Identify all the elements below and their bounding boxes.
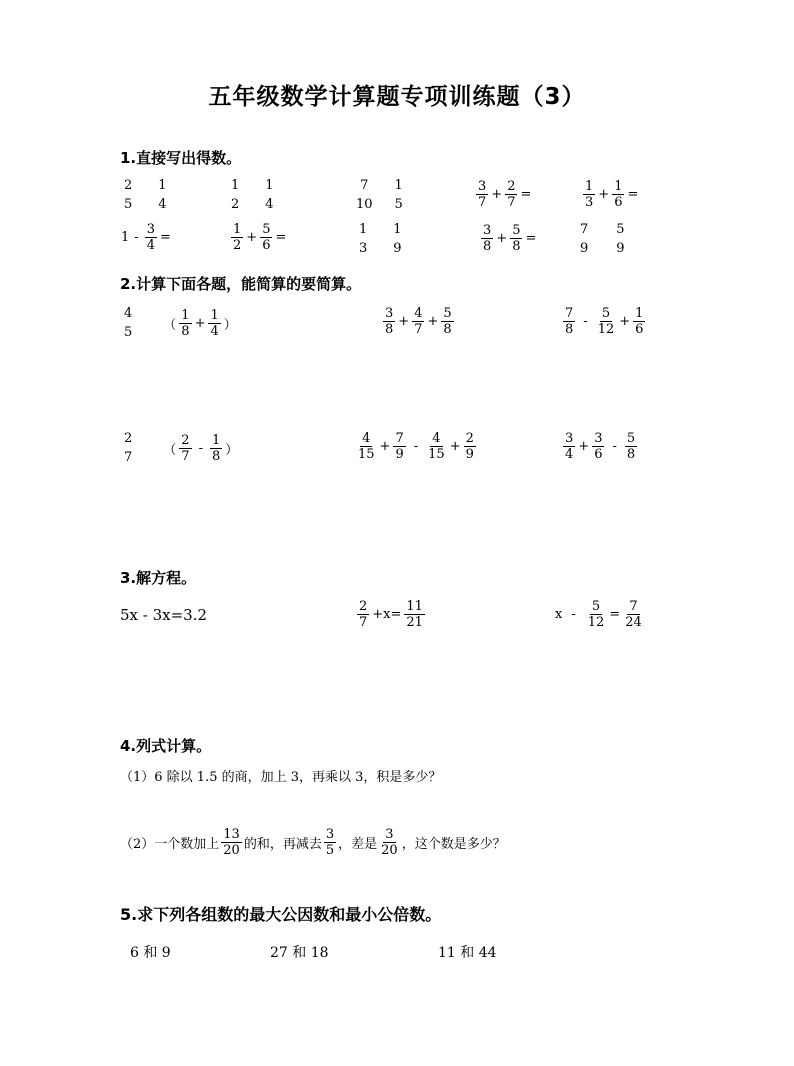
fraction: $\frac{2}{7}$ xyxy=(507,179,516,210)
fraction: $\frac{4}{7}$ xyxy=(414,306,423,337)
section-1-heading: 1.直接写出得数。 xyxy=(120,149,242,167)
fraction: $\frac{2}{7}$ xyxy=(359,599,368,630)
fraction: 1 5 xyxy=(394,178,403,212)
section-4-heading: 4.列式计算。 xyxy=(120,737,212,755)
fraction: $\frac{2}{9}$ xyxy=(465,431,474,462)
fraction: $\frac{4}{15}$ xyxy=(358,431,375,462)
q1-item-j xyxy=(576,222,629,256)
fraction: $\frac{7}{9}$ xyxy=(395,431,404,462)
fraction: 1 9 xyxy=(393,222,402,256)
fraction: $\frac{5}{8}$ xyxy=(443,306,452,337)
q1-item-i: $\frac{3}{8}$ + $\frac{5}{8}$ = xyxy=(483,223,537,254)
q1-item-d: $\frac{3}{7}$ + $\frac{2}{7}$ = xyxy=(478,179,532,210)
q1-item-a xyxy=(120,178,171,212)
fraction: $\frac{3}{6}$ xyxy=(594,431,603,462)
fraction: $\frac{7}{8}$ xyxy=(565,306,574,337)
fraction: $\frac{1}{6}$ xyxy=(614,179,623,210)
fraction: $\frac{3}{7}$ xyxy=(478,179,487,210)
fraction: $\frac{1}{4}$ xyxy=(210,307,219,339)
fraction: $\frac{3}{8}$ xyxy=(385,306,394,337)
fraction: $\frac{4}{15}$ xyxy=(428,431,445,462)
q5-pair-c: 11 和 44 xyxy=(438,945,497,961)
fraction: $\frac{1}{2}$ xyxy=(233,222,242,253)
fraction: $\frac{13}{20}$ xyxy=(223,827,240,858)
q4-problem-1: （1）6 除以 1.5 的商，加上 3，再乘以 3，积是多少？ xyxy=(120,770,442,785)
section-3-heading: 3.解方程。 xyxy=(120,569,197,587)
q1-item-f: 1 - $\frac{3}{4}$ = xyxy=(121,222,171,253)
q1-item-g: $\frac{1}{2}$ + $\frac{5}{6}$ = xyxy=(233,222,287,253)
fraction: $\frac{11}{21}$ xyxy=(406,599,423,630)
q2-item-a: 4 5 （ $\frac{1}{8}$ + $\frac{1}{4}$ ） xyxy=(124,306,237,340)
fraction: 1 4 xyxy=(158,178,167,212)
fraction: $\frac{3}{8}$ xyxy=(483,223,492,254)
q1-item-h xyxy=(355,222,406,256)
q5-pair-b: 27 和 18 xyxy=(270,945,329,961)
fraction: 7 10 xyxy=(356,178,373,212)
fraction: $\frac{5}{12}$ xyxy=(597,306,615,337)
fraction: $\frac{5}{6}$ xyxy=(262,222,271,253)
fraction: $\frac{1}{8}$ xyxy=(181,307,190,339)
fraction: $\frac{3}{4}$ xyxy=(565,431,574,462)
q2-item-d: 2 7 （ $\frac{2}{7}$ - $\frac{1}{8}$ ） xyxy=(124,431,239,465)
fraction: 5 9 xyxy=(616,222,625,256)
fraction: $\frac{5}{8}$ xyxy=(512,223,521,254)
q3-equation-c: x - $\frac{5}{12}$ = $\frac{7}{24}$ xyxy=(555,599,642,630)
fraction: 1 2 xyxy=(231,178,240,212)
fraction: $\frac{3}{20}$ xyxy=(381,827,398,858)
fraction: 2 5 xyxy=(124,178,133,212)
q2-item-b: $\frac{3}{8}$ + $\frac{4}{7}$ + $\frac{5}{8}$ xyxy=(385,306,452,337)
q1-item-b xyxy=(227,178,278,212)
fraction: $\frac{1}{8}$ xyxy=(211,432,221,464)
q3-equation-b: $\frac{2}{7}$ +x= $\frac{11}{21}$ xyxy=(359,599,423,630)
fraction: 4 5 xyxy=(124,306,133,340)
q1-item-c xyxy=(352,178,407,212)
q4-problem-2: （2）一个数加上 $\frac{13}{20}$ 的和，再减去 $\frac{3}{5}$ ，差是 $\frac{3}{20}$ ，这个数是多少？ xyxy=(120,827,506,858)
q2-item-c: $\frac{7}{8}$ - $\frac{5}{12}$ + $\frac{1}{6}$ xyxy=(565,306,644,337)
fraction: $\frac{5}{12}$ xyxy=(587,599,605,630)
fraction: 2 7 xyxy=(124,431,133,465)
page-title: 五年级数学计算题专项训练题（3） xyxy=(208,84,586,110)
fraction: 1 3 xyxy=(359,222,368,256)
fraction: 1 4 xyxy=(265,178,274,212)
q2-item-e: $\frac{4}{15}$ + $\frac{7}{9}$ - $\frac{4}{15}$ + $\frac{2}{9}$ xyxy=(358,431,474,462)
fraction: $\frac{1}{6}$ xyxy=(635,306,644,337)
q1-item-e: $\frac{1}{3}$ + $\frac{1}{6}$ = xyxy=(585,179,639,210)
fraction: $\frac{7}{24}$ xyxy=(625,599,642,630)
fraction: 7 9 xyxy=(580,222,589,256)
q2-item-f: $\frac{3}{4}$ + $\frac{3}{6}$ - $\frac{5}{8}$ xyxy=(565,431,636,462)
fraction: $\frac{2}{7}$ xyxy=(181,432,190,464)
section-2-heading: 2.计算下面各题，能简算的要简算。 xyxy=(120,275,362,293)
q3-equation-a: 5x - 3x=3.2 xyxy=(120,606,208,624)
section-5-heading: 5.求下列各组数的最大公因数和最小公倍数。 xyxy=(120,905,442,924)
fraction: $\frac{1}{3}$ xyxy=(585,179,594,210)
fraction: $\frac{3}{5}$ xyxy=(325,827,335,858)
fraction: $\frac{5}{8}$ xyxy=(626,431,636,462)
fraction: $\frac{3}{4}$ xyxy=(146,222,155,253)
q5-pair-a: 6 和 9 xyxy=(130,945,171,961)
